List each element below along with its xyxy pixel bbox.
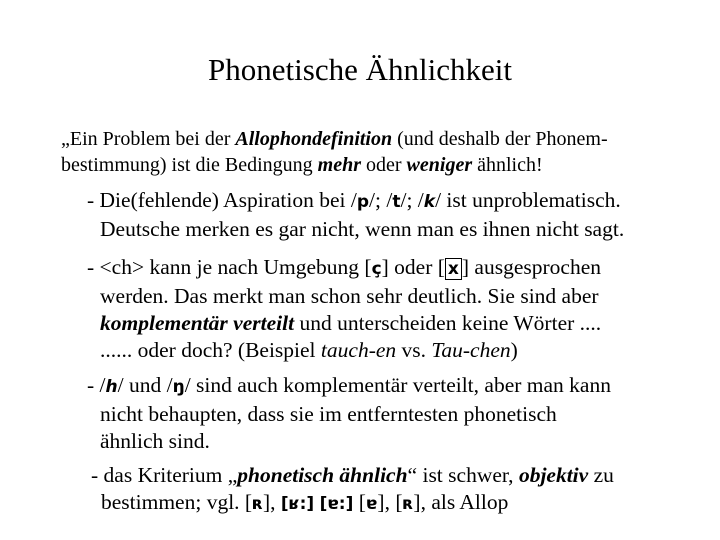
- term-objektiv: objektiv: [518, 463, 589, 487]
- text: ],: [263, 490, 281, 514]
- bullet-line: [87, 337, 601, 364]
- bullet-line: [87, 310, 601, 337]
- text: ): [510, 338, 518, 362]
- term-phonetisch-aehnlich: phonetisch ähnlich: [237, 463, 408, 487]
- bullet-line: nicht behaupten, dass sie im entferntesten phonetisch: [100, 402, 557, 426]
- phoneme-symbol: [ɐ:]: [319, 494, 354, 514]
- example-word: tauch-en: [320, 338, 397, 362]
- phoneme-symbol: x: [445, 258, 462, 280]
- term-allophondefinition: Allophondefinition: [235, 128, 393, 150]
- text: bestimmen; vgl. [: [101, 490, 253, 514]
- text: bestimmung) ist die Bedingung: [61, 154, 318, 176]
- intro-line-1: [61, 126, 608, 152]
- page-title: Phonetische Ähnlichkeit: [208, 52, 512, 87]
- text: ähnlich!: [472, 154, 543, 176]
- text: - das Kriterium „: [91, 463, 238, 487]
- text: oder: [361, 154, 407, 176]
- text: - <ch> kann je nach Umgebung [: [87, 255, 372, 279]
- bullet-line: [87, 372, 611, 401]
- bullet-kriterium: [91, 462, 614, 518]
- phoneme-symbol: h: [105, 377, 118, 397]
- phoneme-symbol: ʀ: [252, 494, 263, 514]
- phoneme-symbol: ç: [371, 259, 382, 279]
- text: vs.: [396, 338, 432, 362]
- intro-paragraph: [61, 126, 608, 178]
- phoneme-symbol: k: [423, 192, 436, 212]
- text: zu: [588, 463, 614, 487]
- text: ], [: [377, 490, 403, 514]
- bullet-h-ng: [87, 372, 611, 455]
- term-komplementaer-verteilt: komplementär verteilt: [100, 311, 295, 335]
- text: / sind auch komplementär verteilt, aber man kann: [184, 373, 611, 397]
- bullet-ch: [87, 254, 601, 364]
- phoneme-symbol: t: [392, 192, 401, 212]
- text: ] ausgesprochen: [461, 255, 601, 279]
- text: “ ist schwer,: [407, 463, 519, 487]
- text: / und /: [117, 373, 173, 397]
- text: - /: [87, 373, 106, 397]
- text: - Die(fehlende) Aspiration bei /: [87, 188, 357, 212]
- phoneme-symbol: ɐ: [365, 494, 378, 514]
- text: (und deshalb der Phonem-: [392, 128, 608, 150]
- phoneme-symbol: [ʁ:]: [280, 494, 315, 514]
- text: /; /: [369, 188, 393, 212]
- text: / ist unproblematisch.: [435, 188, 621, 212]
- text: /; /: [400, 188, 424, 212]
- phoneme-symbol: ʀ: [402, 494, 414, 514]
- term-weniger: weniger: [406, 154, 473, 176]
- text: „Ein Problem bei der: [61, 128, 236, 150]
- bullet-line: [87, 254, 601, 283]
- term-mehr: mehr: [317, 154, 361, 176]
- bullet-line: [87, 187, 624, 216]
- bullet-line: [91, 462, 614, 489]
- intro-line-2: [61, 152, 608, 178]
- text: und unterscheiden keine Wörter ....: [294, 311, 602, 335]
- bullet-line: Deutsche merken es gar nicht, wenn man es ihnen nicht sagt.: [100, 217, 625, 241]
- phoneme-symbol: p: [356, 192, 370, 212]
- bullet-line: ähnlich sind.: [100, 429, 210, 453]
- text: ], als Allop: [413, 490, 509, 514]
- phoneme-symbol: ŋ: [172, 377, 185, 397]
- text: ] oder [: [381, 255, 445, 279]
- bullet-line: [91, 489, 614, 518]
- bullet-line: werden. Das merkt man schon sehr deutlich. Sie sind aber: [100, 284, 599, 308]
- text: [: [353, 490, 366, 514]
- text: ...... oder doch? (Beispiel: [100, 338, 321, 362]
- bullet-aspiration: [87, 187, 624, 243]
- example-word: Tau-chen: [431, 338, 511, 362]
